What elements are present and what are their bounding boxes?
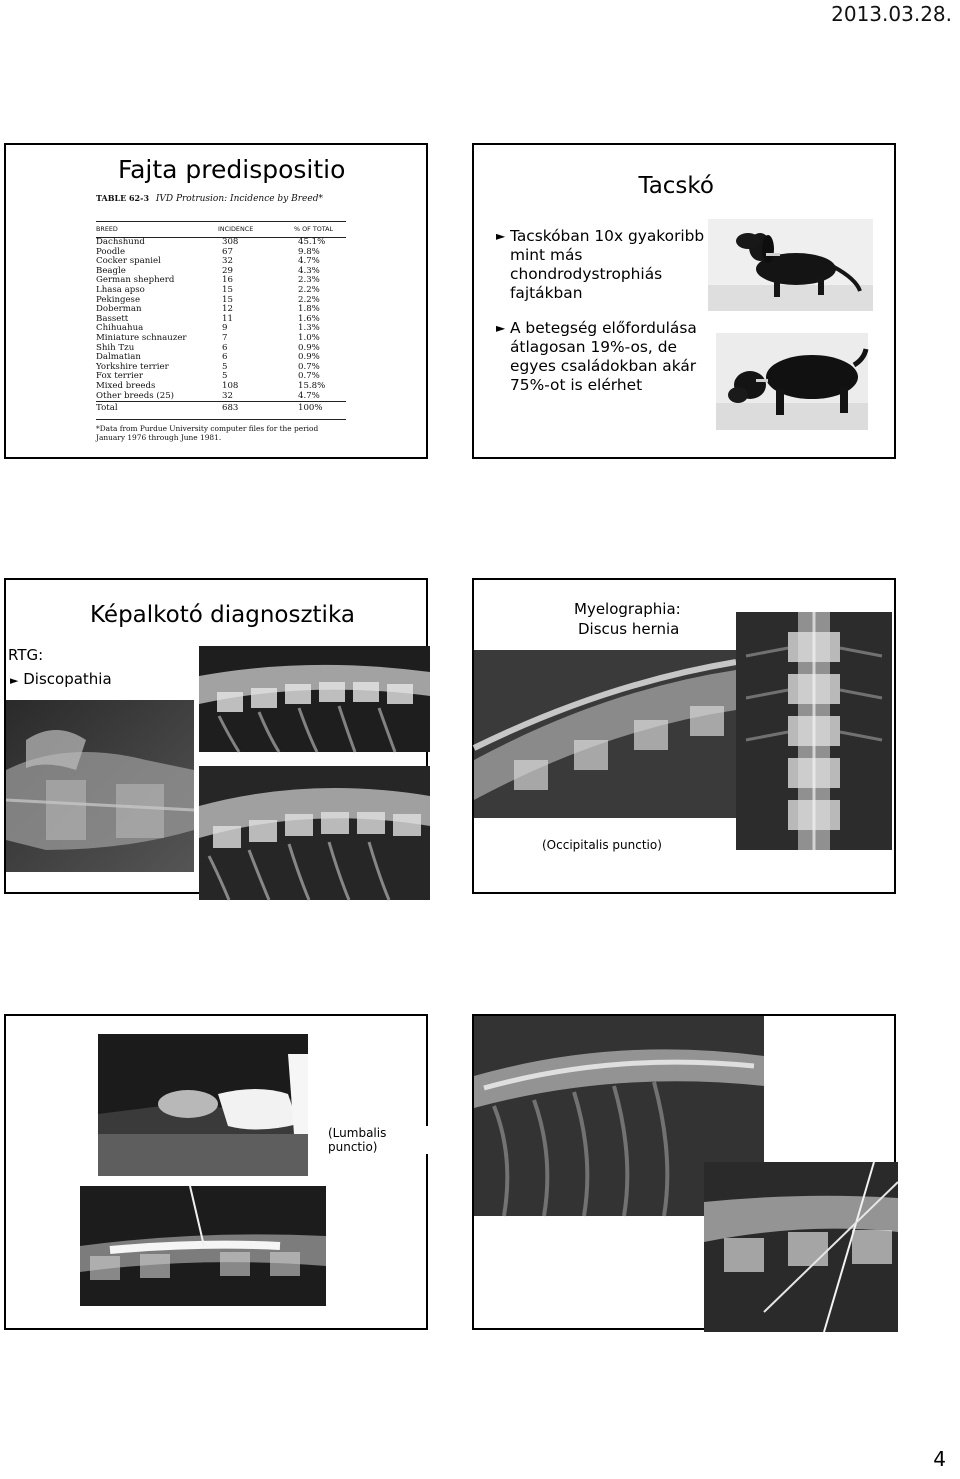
incidence-cell: 12: [222, 304, 233, 315]
breed-incidence-table: [96, 193, 346, 463]
discopathia-label: [10, 670, 112, 688]
bullet-text: A betegség előfordulása átlagosan 19%-os, de egyes családokban akár 75%-ot is elérhet: [510, 319, 697, 394]
breed-cell: Dachshund: [96, 237, 145, 247]
incidence-cell: 6: [222, 342, 228, 353]
incidence-cell: 7: [222, 332, 228, 343]
xray-lumbar-closeup: [704, 1162, 898, 1332]
incidence-cell: 29: [222, 265, 233, 276]
page-number: 4: [933, 1447, 946, 1471]
table-row: [96, 392, 346, 402]
table-caption-label: TABLE 62-3: [96, 193, 150, 203]
incidence-cell: 15: [222, 284, 233, 295]
incidence-cell: 15: [222, 294, 233, 305]
breed-cell: Doberman: [96, 304, 142, 315]
document-date: 2013.03.28.: [831, 2, 952, 26]
incidence-cell: 308: [222, 237, 239, 247]
total-incidence: 683: [222, 403, 239, 413]
slide-myelography: [472, 578, 896, 894]
occipital-caption: (Occipitalis punctio): [542, 838, 662, 852]
table-caption-title: IVD Protrusion: Incidence by Breed*: [155, 194, 323, 204]
breed-cell: Other breeds (25): [96, 390, 175, 401]
xray-spine-lateral-2: [199, 766, 430, 900]
bullet-list: [496, 227, 726, 411]
bullet-arrow-icon: ►: [496, 321, 506, 335]
myelogram-lateral: [474, 650, 736, 818]
slide-title: Fajta predispositio: [118, 155, 346, 184]
col-breed: BREED: [96, 225, 118, 233]
incidence-cell: 32: [222, 256, 233, 267]
table-footnote: *Data from Purdue University computer files for the period January 1976 through June 1981.: [96, 419, 346, 442]
percent-cell: 0.9%: [298, 342, 320, 353]
slide-breed-predisposition: [4, 143, 428, 459]
bullet-item: [496, 227, 726, 303]
slide-title: Tacskó: [638, 173, 714, 199]
slide-imaging-diagnostics: [4, 578, 428, 894]
incidence-cell: 108: [222, 380, 239, 391]
breed-cell: Miniature schnauzer: [96, 332, 187, 343]
percent-cell: 1.6%: [298, 313, 320, 324]
xray-spine-lateral-1: [199, 646, 430, 752]
slide-lumbar-xrays: [328, 1014, 896, 1330]
breed-cell: German shepherd: [96, 275, 175, 286]
col-percent: % OF TOTAL: [294, 225, 334, 233]
bullet-text: Tacskóban 10x gyakoribb mint más chondrodystrophiás fajtákban: [510, 227, 705, 302]
slide-title: Képalkotó diagnosztika: [90, 602, 355, 628]
percent-cell: 2.2%: [298, 294, 320, 305]
dachshund-photo-standing: [716, 333, 868, 430]
total-percent: 100%: [298, 403, 323, 413]
percent-cell: 1.0%: [298, 332, 320, 343]
percent-cell: 0.9%: [298, 352, 320, 363]
slide-title-line2: Discus hernia: [578, 620, 680, 638]
breed-cell: Lhasa apso: [96, 284, 145, 295]
puncture-photo: [98, 1034, 308, 1176]
percent-cell: 15.8%: [298, 380, 326, 391]
breed-cell: Dalmatian: [96, 352, 141, 363]
percent-cell: 4.7%: [298, 390, 320, 401]
incidence-cell: 16: [222, 275, 233, 286]
percent-cell: 4.3%: [298, 265, 320, 276]
breed-cell: Cocker spaniel: [96, 256, 161, 267]
incidence-cell: 32: [222, 390, 233, 401]
breed-cell: Chihuahua: [96, 323, 144, 334]
xray-lumbar-puncture: [80, 1186, 326, 1306]
bullet-arrow-icon: ►: [496, 229, 506, 243]
breed-cell: Mixed breeds: [96, 380, 156, 391]
incidence-cell: 67: [222, 246, 233, 257]
discopathia-text: Discopathia: [23, 670, 112, 688]
table-caption: [96, 193, 346, 204]
incidence-cell: 5: [222, 371, 228, 382]
lumbar-caption: (Lumbalis punctio): [328, 1126, 428, 1154]
incidence-cell: 6: [222, 352, 228, 363]
percent-cell: 45.1%: [298, 237, 326, 247]
breed-cell: Beagle: [96, 265, 126, 276]
slide-title-line1: Myelographia:: [574, 600, 681, 618]
percent-cell: 0.7%: [298, 361, 320, 372]
percent-cell: 1.3%: [298, 323, 320, 334]
table-body: [96, 237, 346, 401]
incidence-cell: 5: [222, 361, 228, 372]
percent-cell: 2.3%: [298, 275, 320, 286]
xray-discopathia-closeup: [6, 700, 194, 872]
percent-cell: 4.7%: [298, 256, 320, 267]
myelogram-ventrodorsal: [736, 612, 892, 850]
incidence-cell: 9: [222, 323, 228, 334]
bullet-arrow-icon: ►: [10, 674, 19, 687]
breed-cell: Pekingese: [96, 294, 141, 305]
breed-cell: Yorkshire terrier: [96, 361, 169, 372]
rtg-label: RTG:: [8, 646, 44, 664]
percent-cell: 0.7%: [298, 371, 320, 382]
col-incidence: INCIDENCE: [218, 225, 254, 233]
breed-cell: Bassett: [96, 313, 129, 324]
percent-cell: 9.8%: [298, 246, 320, 257]
breed-cell: Shih Tzu: [96, 342, 135, 353]
breed-cell: Poodle: [96, 246, 126, 257]
total-label: Total: [96, 403, 118, 413]
bullet-item: [496, 319, 726, 395]
incidence-cell: 11: [222, 313, 233, 324]
slide-lumbar-puncture: [4, 1014, 428, 1330]
table-total-row: [96, 401, 346, 414]
breed-cell: Fox terrier: [96, 371, 143, 382]
slide-dachshund: [472, 143, 896, 459]
dachshund-photo-sitting: [708, 219, 873, 311]
table-header: [96, 221, 346, 233]
percent-cell: 1.8%: [298, 304, 320, 315]
percent-cell: 2.2%: [298, 284, 320, 295]
